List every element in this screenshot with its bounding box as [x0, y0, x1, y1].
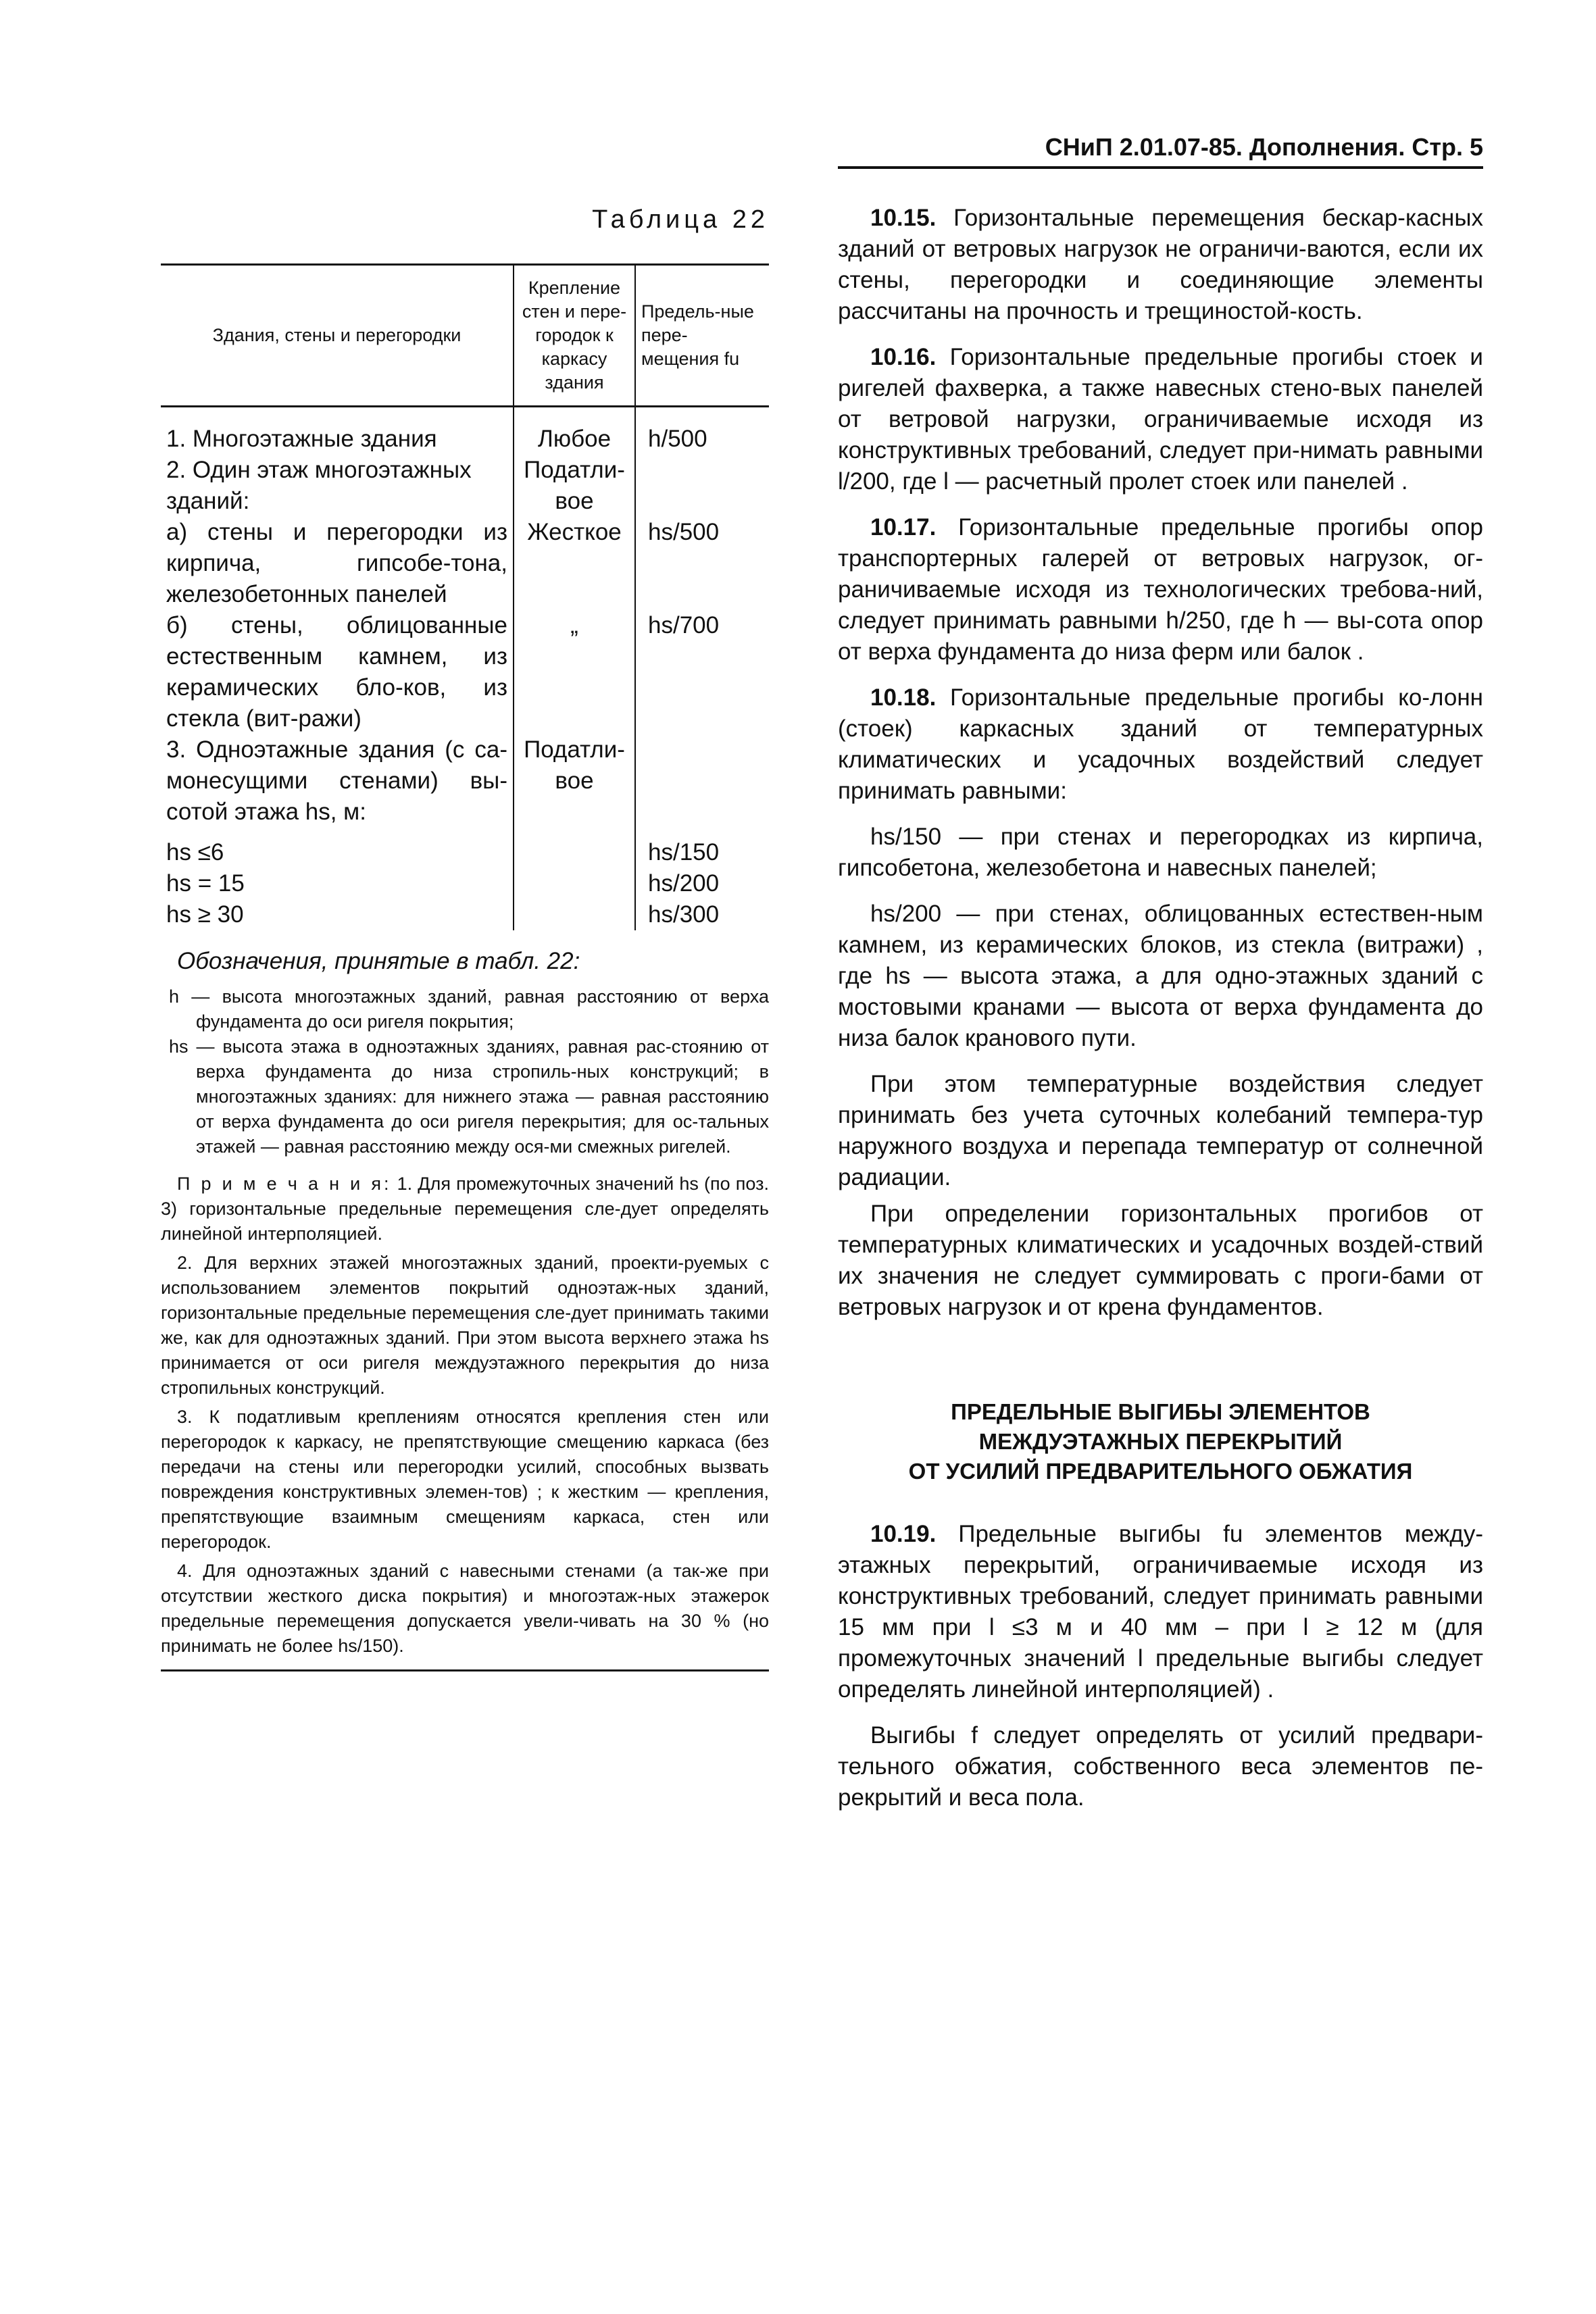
- clause-10-16: [838, 342, 1483, 497]
- running-header: СНиП 2.01.07-85. Дополнения. Стр. 5: [1045, 133, 1483, 161]
- clause-10-18-d: При определении горизонтальных прогибов от температурных климатических и усадочных воздей-ствий их значения не следует суммировать с проги-бами от ветровых нагрузок и от крена фундаментов.: [838, 1201, 1483, 1320]
- note-3: 3. К податливым креплениям относятся крепления стен или перегородок к каркасу, не препятствующие смещению каркаса (без передачи на стены или перегородки усилий, способных вызвать повреждения конструктивных элемен-тов) ; к жестким — крепления, препятствующие взаимным смещениям каркаса, стен или перегородок.: [161, 1407, 769, 1552]
- clause-text: Предельные выгибы fu элементов между-этажных перекрытий, ограничиваемые исходя из конструктивных требований, следует принимать равными 15 мм при l ≤3 м и 40 мм – при l ≥ 12 м (для промежуточных значений l предельные выгибы следует определять линейной интерполяцией) .: [838, 1521, 1483, 1703]
- table-cell: 2. Один этаж многоэтажных зданий:: [166, 457, 472, 514]
- table-cell: hs/500: [635, 517, 769, 610]
- note-4: 4. Для одноэтажных зданий с навесными стенами (а так-же при отсутствии жесткого диска покрытия) и многоэтаж-ных этажерок предельные перемещения допускается увели-чивать на 30 % (но принимать не более hs/150).: [161, 1561, 769, 1656]
- table-cell: hs = 15: [166, 870, 245, 897]
- table-header-row: [161, 265, 769, 407]
- col-header-buildings: Здания, стены и перегородки: [161, 265, 514, 407]
- header-rule: [838, 166, 1483, 169]
- table-cell: h/500: [635, 407, 769, 455]
- table-cell: hs/300: [635, 899, 769, 930]
- right-column: [838, 203, 1483, 1828]
- clause-number: 10.17.: [870, 514, 937, 540]
- left-bottom-rule: [161, 1669, 769, 1671]
- left-column: [161, 203, 769, 1671]
- designation-hs: hs — высота этажа в одноэтажных зданиях, равная рас-стоянию от верха фундамента до низа стропиль-ных конструкций; в многоэтажных зданиях: для нижнего этажа — равная расстоянию от верха фундамента до оси ригеля перекрытия; для ос-тальных этажей — равная расстоянию между ося-ми смежных ригелей.: [169, 1036, 769, 1157]
- note-1-text: 1. Для промежуточных значений hs (по поз. 3) горизонтальные предельные перемещения сле-дует определять линейной интерполяцией.: [161, 1174, 769, 1244]
- table-cell: б) стены, облицованные естественным камнем, из керамических бло-ков, из стекла (вит-ражи): [166, 612, 507, 732]
- section-title-line: ПРЕДЕЛЬНЫЕ ВЫГИБЫ ЭЛЕМЕНТОВ: [951, 1399, 1370, 1424]
- table-row: [161, 868, 769, 899]
- table-row: [161, 734, 769, 828]
- table-cell: hs ≤6: [166, 839, 224, 865]
- clause-10-18-c: При этом температурные воздействия следует принимать без учета суточных колебаний темпера-тур наружного воздуха и перепада температур от солнечной радиации.: [838, 1071, 1483, 1190]
- col-header-fastening: Крепление стен и пере-городок к каркасу здания: [514, 265, 635, 407]
- section-title: [838, 1397, 1483, 1486]
- clause-10-19-b: Выгибы f следует определять от усилий предвари-тельного обжатия, собственного веса элементов пе-рекрытий и веса пола.: [838, 1722, 1483, 1811]
- clause-text: Горизонтальные предельные прогибы ко-лонн (стоек) каркасных зданий от температурных климатических и усадочных воздействий следует принимать равными:: [838, 684, 1483, 804]
- clause-number: 10.18.: [870, 684, 937, 711]
- note-2: 2. Для верхних этажей многоэтажных зданий, проекти-руемых с использованием элементов покрытий одноэтаж-ных зданий, горизонтальные предельные перемещения сле-дует принимать такими же, как для одноэтажных зданий. При этом высота верхнего этажа hs принимается от оси ригеля междуэтажного перекрытия до низа стропильных конструкций.: [161, 1253, 769, 1398]
- table-caption: Таблица 22: [592, 205, 769, 234]
- clause-number: 10.19.: [870, 1521, 937, 1547]
- notes-label: П р и м е ч а н и я:: [177, 1174, 392, 1194]
- table-cell: а) стены и перегородки из кирпича, гипсобе-тона, железобетонных панелей: [166, 519, 507, 607]
- clause-10-17: [838, 512, 1483, 668]
- table-cell: hs ≥ 30: [166, 901, 244, 928]
- table-cell: 1. Многоэтажные здания: [166, 426, 437, 452]
- clause-10-18-a: hs/150 — при стенах и перегородках из кирпича, гипсобетона, железобетона и навесных панелей;: [838, 824, 1483, 881]
- clause-text: Горизонтальные предельные прогибы стоек и ригелей фахверка, а также навесных стено-вых панелей от ветровой нагрузки, ограничиваемые исходя из конструктивных требований, следует при-нимать равными l/200, где l — расчетный пролет стоек или панелей .: [838, 344, 1483, 495]
- section-title-line: ОТ УСИЛИЙ ПРЕДВАРИТЕЛЬНОГО ОБЖАТИЯ: [908, 1459, 1413, 1484]
- table-cell: hs/150: [635, 828, 769, 868]
- clause-text: Горизонтальные перемещения бескар-касных зданий от ветровых нагрузок не ограничи-ваются, если их стены, перегородки и соединяющие элементы рассчитаны на прочность и трещиностой-кость.: [838, 205, 1483, 324]
- table-cell: Любое: [514, 407, 635, 455]
- table-row: [161, 828, 769, 868]
- table-cell: Податли-вое: [514, 455, 635, 517]
- table-notes: [161, 1172, 769, 1659]
- section-title-line: МЕЖДУЭТАЖНЫХ ПЕРЕКРЫТИЙ: [978, 1429, 1343, 1454]
- clause-10-15: [838, 203, 1483, 327]
- clause-text: Горизонтальные предельные прогибы опор транспортерных галерей от ветровых нагрузок, ог-раничиваемые исходя из технологических требова-ний, следует принимать равными h/250, где h — вы-сота опор от верха фундамента до низа ферм или балок .: [838, 514, 1483, 665]
- clause-10-18-b: hs/200 — при стенах, облицованных естествен-ным камнем, из керамических блоков, из стекла (витражи) , где hs — высота этажа, а для одно-этажных зданий с мостовыми кранами — высота от верха фундамента до низа балок кранового пути.: [838, 901, 1483, 1051]
- table-cell: [514, 828, 635, 868]
- table-row: [161, 455, 769, 517]
- clause-10-19: [838, 1519, 1483, 1705]
- table-22: [161, 263, 769, 930]
- table-row: [161, 517, 769, 610]
- table-row: [161, 407, 769, 455]
- table-row: [161, 610, 769, 734]
- table-cell: [635, 455, 769, 517]
- table-cell: hs/700: [635, 610, 769, 734]
- table-cell: Жесткое: [514, 517, 635, 610]
- table-cell: Податли-вое: [514, 734, 635, 828]
- table-cell: 3. Одноэтажные здания (с са-монесущими стенами) вы-сотой этажа hs, м:: [166, 736, 507, 825]
- designation-h: h — высота многоэтажных зданий, равная расстоянию от верха фундамента до оси ригеля покрытия;: [169, 986, 769, 1032]
- table-cell: [514, 899, 635, 930]
- clause-number: 10.15.: [870, 205, 937, 231]
- table-cell: [514, 868, 635, 899]
- table-cell: hs/200: [635, 868, 769, 899]
- table-cell: [635, 734, 769, 828]
- col-header-limit: Предель-ные пере-мещения fu: [635, 265, 769, 407]
- table-cell: „: [514, 610, 635, 734]
- note-1: [161, 1172, 769, 1247]
- designations-title: Обозначения, принятые в табл. 22:: [177, 948, 580, 974]
- clause-number: 10.16.: [870, 344, 937, 370]
- clause-10-18: [838, 682, 1483, 807]
- table-row: [161, 899, 769, 930]
